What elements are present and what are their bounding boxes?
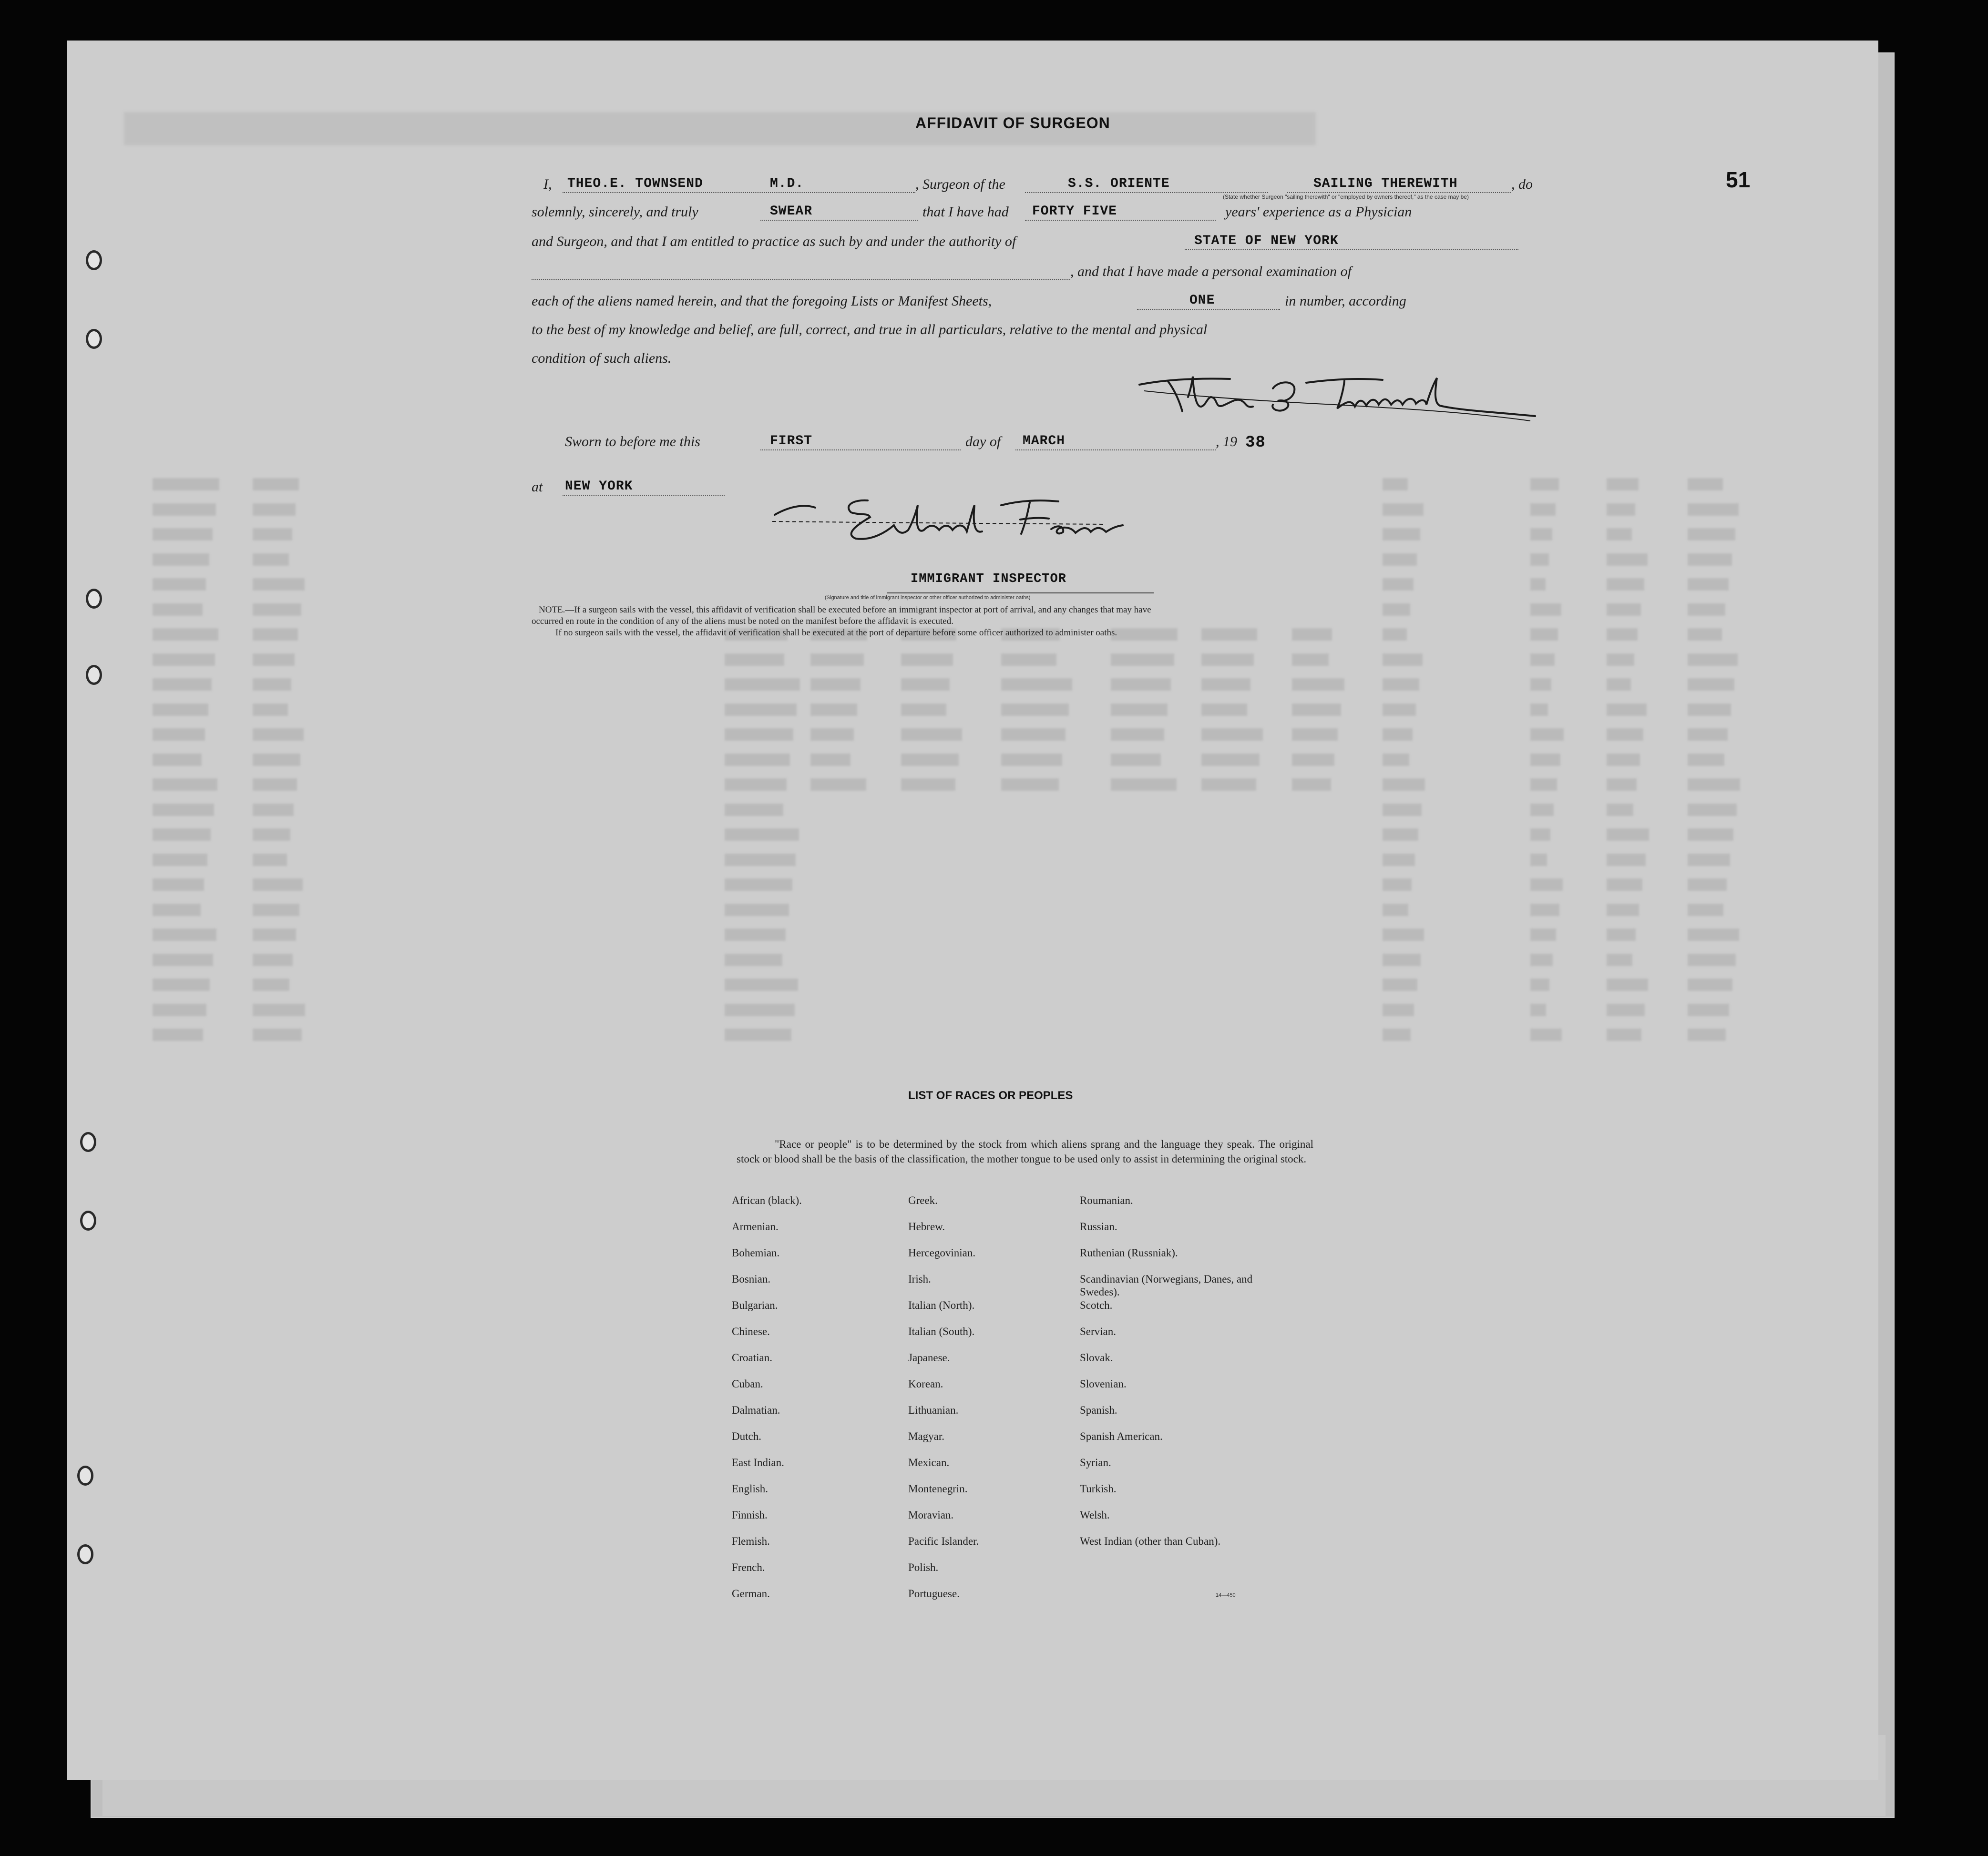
line5-suffix: in number, according bbox=[1285, 293, 1406, 309]
race-item: Armenian. bbox=[732, 1221, 779, 1233]
race-item: Bulgarian. bbox=[732, 1299, 778, 1311]
punch-hole bbox=[86, 250, 102, 270]
line5-prefix: each of the aliens named herein, and that the foregoing Lists or Manifest Sheets, bbox=[532, 293, 992, 309]
sailing-note: (State whether Surgeon "sailing therewith" or "employed by owners thereof," as the case may be) bbox=[1223, 194, 1469, 200]
race-item: Italian (South). bbox=[908, 1326, 975, 1337]
sworn-year: 38 bbox=[1245, 434, 1266, 452]
note-line-2: occurred en route in the condition of any of the aliens must be noted on the manifest before the affidavit is executed. bbox=[532, 616, 953, 626]
race-item: Greek. bbox=[908, 1194, 938, 1206]
line2-suffix: years' experience as a Physician bbox=[1225, 204, 1412, 220]
inspector-title: IMMIGRANT INSPECTOR bbox=[911, 572, 1066, 586]
race-item: Spanish American. bbox=[1080, 1430, 1163, 1442]
punch-hole bbox=[77, 1466, 93, 1486]
sworn-place: NEW YORK bbox=[565, 479, 633, 494]
bleed-through-header bbox=[124, 112, 1316, 145]
race-item: East Indian. bbox=[732, 1457, 784, 1468]
sworn-prefix: Sworn to before me this bbox=[565, 434, 700, 449]
note-line-1: NOTE.—If a surgeon sails with the vessel, this affidavit of verification shall be executed before an immigrant inspector at port of arrival, and any changes that may have bbox=[539, 605, 1151, 615]
form-code: 14—450 bbox=[1216, 1592, 1236, 1598]
race-item: Scotch. bbox=[1080, 1299, 1113, 1311]
race-item: Croatian. bbox=[732, 1352, 772, 1364]
race-item: Flemish. bbox=[732, 1535, 770, 1547]
races-title: LIST OF RACES OR PEOPLES bbox=[908, 1089, 1073, 1102]
race-item: Pacific Islander. bbox=[908, 1535, 979, 1547]
races-column-3 bbox=[1080, 1194, 1261, 1561]
race-item: Moravian. bbox=[908, 1509, 954, 1521]
manifest-sheet-count: ONE bbox=[1189, 293, 1215, 308]
race-item: Hebrew. bbox=[908, 1221, 945, 1233]
punch-hole bbox=[80, 1132, 96, 1152]
race-item: African (black). bbox=[732, 1194, 802, 1206]
race-item: Russian. bbox=[1080, 1221, 1117, 1233]
licensing-authority: STATE OF NEW YORK bbox=[1194, 234, 1339, 248]
punch-hole bbox=[86, 589, 102, 609]
race-item: Finnish. bbox=[732, 1509, 768, 1521]
race-item: Bosnian. bbox=[732, 1273, 771, 1285]
surgeon-degree: M.D. bbox=[770, 176, 804, 191]
line6-text: to the best of my knowledge and belief, are full, correct, and true in all particulars, relative to the mental and physical bbox=[532, 322, 1208, 337]
races-column-2 bbox=[908, 1194, 1070, 1613]
line2-mid: that I have had bbox=[922, 204, 1009, 220]
race-item: Turkish. bbox=[1080, 1483, 1117, 1495]
race-item: Scandinavian (Norwegians, Danes, and Swedes). bbox=[1080, 1273, 1253, 1298]
race-item: Welsh. bbox=[1080, 1509, 1110, 1521]
race-item: Montenegrin. bbox=[908, 1483, 968, 1495]
sworn-month: MARCH bbox=[1023, 434, 1066, 449]
race-item: Italian (North). bbox=[908, 1299, 975, 1311]
races-column-1 bbox=[732, 1194, 894, 1613]
races-intro: "Race or people" is to be determined by the stock from which aliens sprang and the language they speak. The original stock or blood shall be the basis of the classification, the mother tongue to be used only to assist in determining the original stock. bbox=[737, 1138, 1313, 1165]
do-label: , do bbox=[1511, 176, 1533, 192]
race-item: Syrian. bbox=[1080, 1457, 1111, 1468]
race-item: Spanish. bbox=[1080, 1404, 1117, 1416]
race-item: Hercegovinian. bbox=[908, 1247, 976, 1259]
inspector-caption: (Signature and title of immigrant inspector or other officer authorized to administer oaths) bbox=[825, 595, 1031, 601]
race-item: Portuguese. bbox=[908, 1588, 960, 1600]
surgeon-signature bbox=[1135, 355, 1540, 427]
race-item: Dutch. bbox=[732, 1430, 761, 1442]
sworn-year-prefix: , 19 bbox=[1216, 434, 1237, 449]
race-item: Roumanian. bbox=[1080, 1194, 1133, 1206]
race-item: English. bbox=[732, 1483, 769, 1495]
race-item: Irish. bbox=[908, 1273, 931, 1285]
sworn-day-of: day of bbox=[965, 434, 1001, 449]
race-item: Bohemian. bbox=[732, 1247, 780, 1259]
race-item: Cuban. bbox=[732, 1378, 763, 1390]
page-number: 51 bbox=[1726, 167, 1751, 192]
race-item: Dalmatian. bbox=[732, 1404, 780, 1416]
sailing-status: SAILING THEREWITH bbox=[1313, 176, 1458, 191]
note-line-3: If no surgeon sails with the vessel, the affidavit of verification shall be executed at the port of departure before some officer authorized to administer oaths. bbox=[555, 628, 1117, 638]
race-item: Korean. bbox=[908, 1378, 943, 1390]
race-item: Mexican. bbox=[908, 1457, 950, 1468]
race-item: Polish. bbox=[908, 1561, 939, 1573]
punch-hole bbox=[86, 329, 102, 349]
oath-word: SWEAR bbox=[770, 204, 813, 219]
inspector-signature bbox=[772, 486, 1125, 548]
punch-hole bbox=[77, 1544, 93, 1564]
line3-prefix: and Surgeon, and that I am entitled to practice as such by and under the authority of bbox=[532, 234, 1016, 249]
race-item: Ruthenian (Russniak). bbox=[1080, 1247, 1178, 1259]
race-item: Chinese. bbox=[732, 1326, 770, 1337]
race-item: German. bbox=[732, 1588, 770, 1600]
race-item: Slovenian. bbox=[1080, 1378, 1127, 1390]
line7-text: condition of such aliens. bbox=[532, 350, 672, 366]
line2-prefix: solemnly, sincerely, and truly bbox=[532, 204, 698, 220]
punch-hole bbox=[80, 1211, 96, 1231]
race-item: Japanese. bbox=[908, 1352, 950, 1364]
race-item: Servian. bbox=[1080, 1326, 1117, 1337]
race-item: West Indian (other than Cuban). bbox=[1080, 1535, 1221, 1547]
years-experience: FORTY FIVE bbox=[1032, 204, 1117, 219]
race-item: French. bbox=[732, 1561, 765, 1573]
line4-text: , and that I have made a personal examination of bbox=[1070, 264, 1352, 279]
affidavit-title: AFFIDAVIT OF SURGEON bbox=[915, 114, 1110, 132]
race-item: Lithuanian. bbox=[908, 1404, 959, 1416]
punch-hole bbox=[86, 665, 102, 685]
surgeon-name: THEO.E. TOWNSEND bbox=[567, 176, 703, 191]
race-item: Magyar. bbox=[908, 1430, 945, 1442]
race-item: Slovak. bbox=[1080, 1352, 1113, 1364]
sworn-at: at bbox=[532, 479, 543, 495]
surgeon-of-label: , Surgeon of the bbox=[915, 176, 1005, 192]
ship-name: S.S. ORIENTE bbox=[1068, 176, 1170, 191]
sworn-day: FIRST bbox=[770, 434, 813, 449]
affidavit-prefix: I, bbox=[543, 176, 552, 192]
manifest-page bbox=[67, 41, 1878, 1780]
